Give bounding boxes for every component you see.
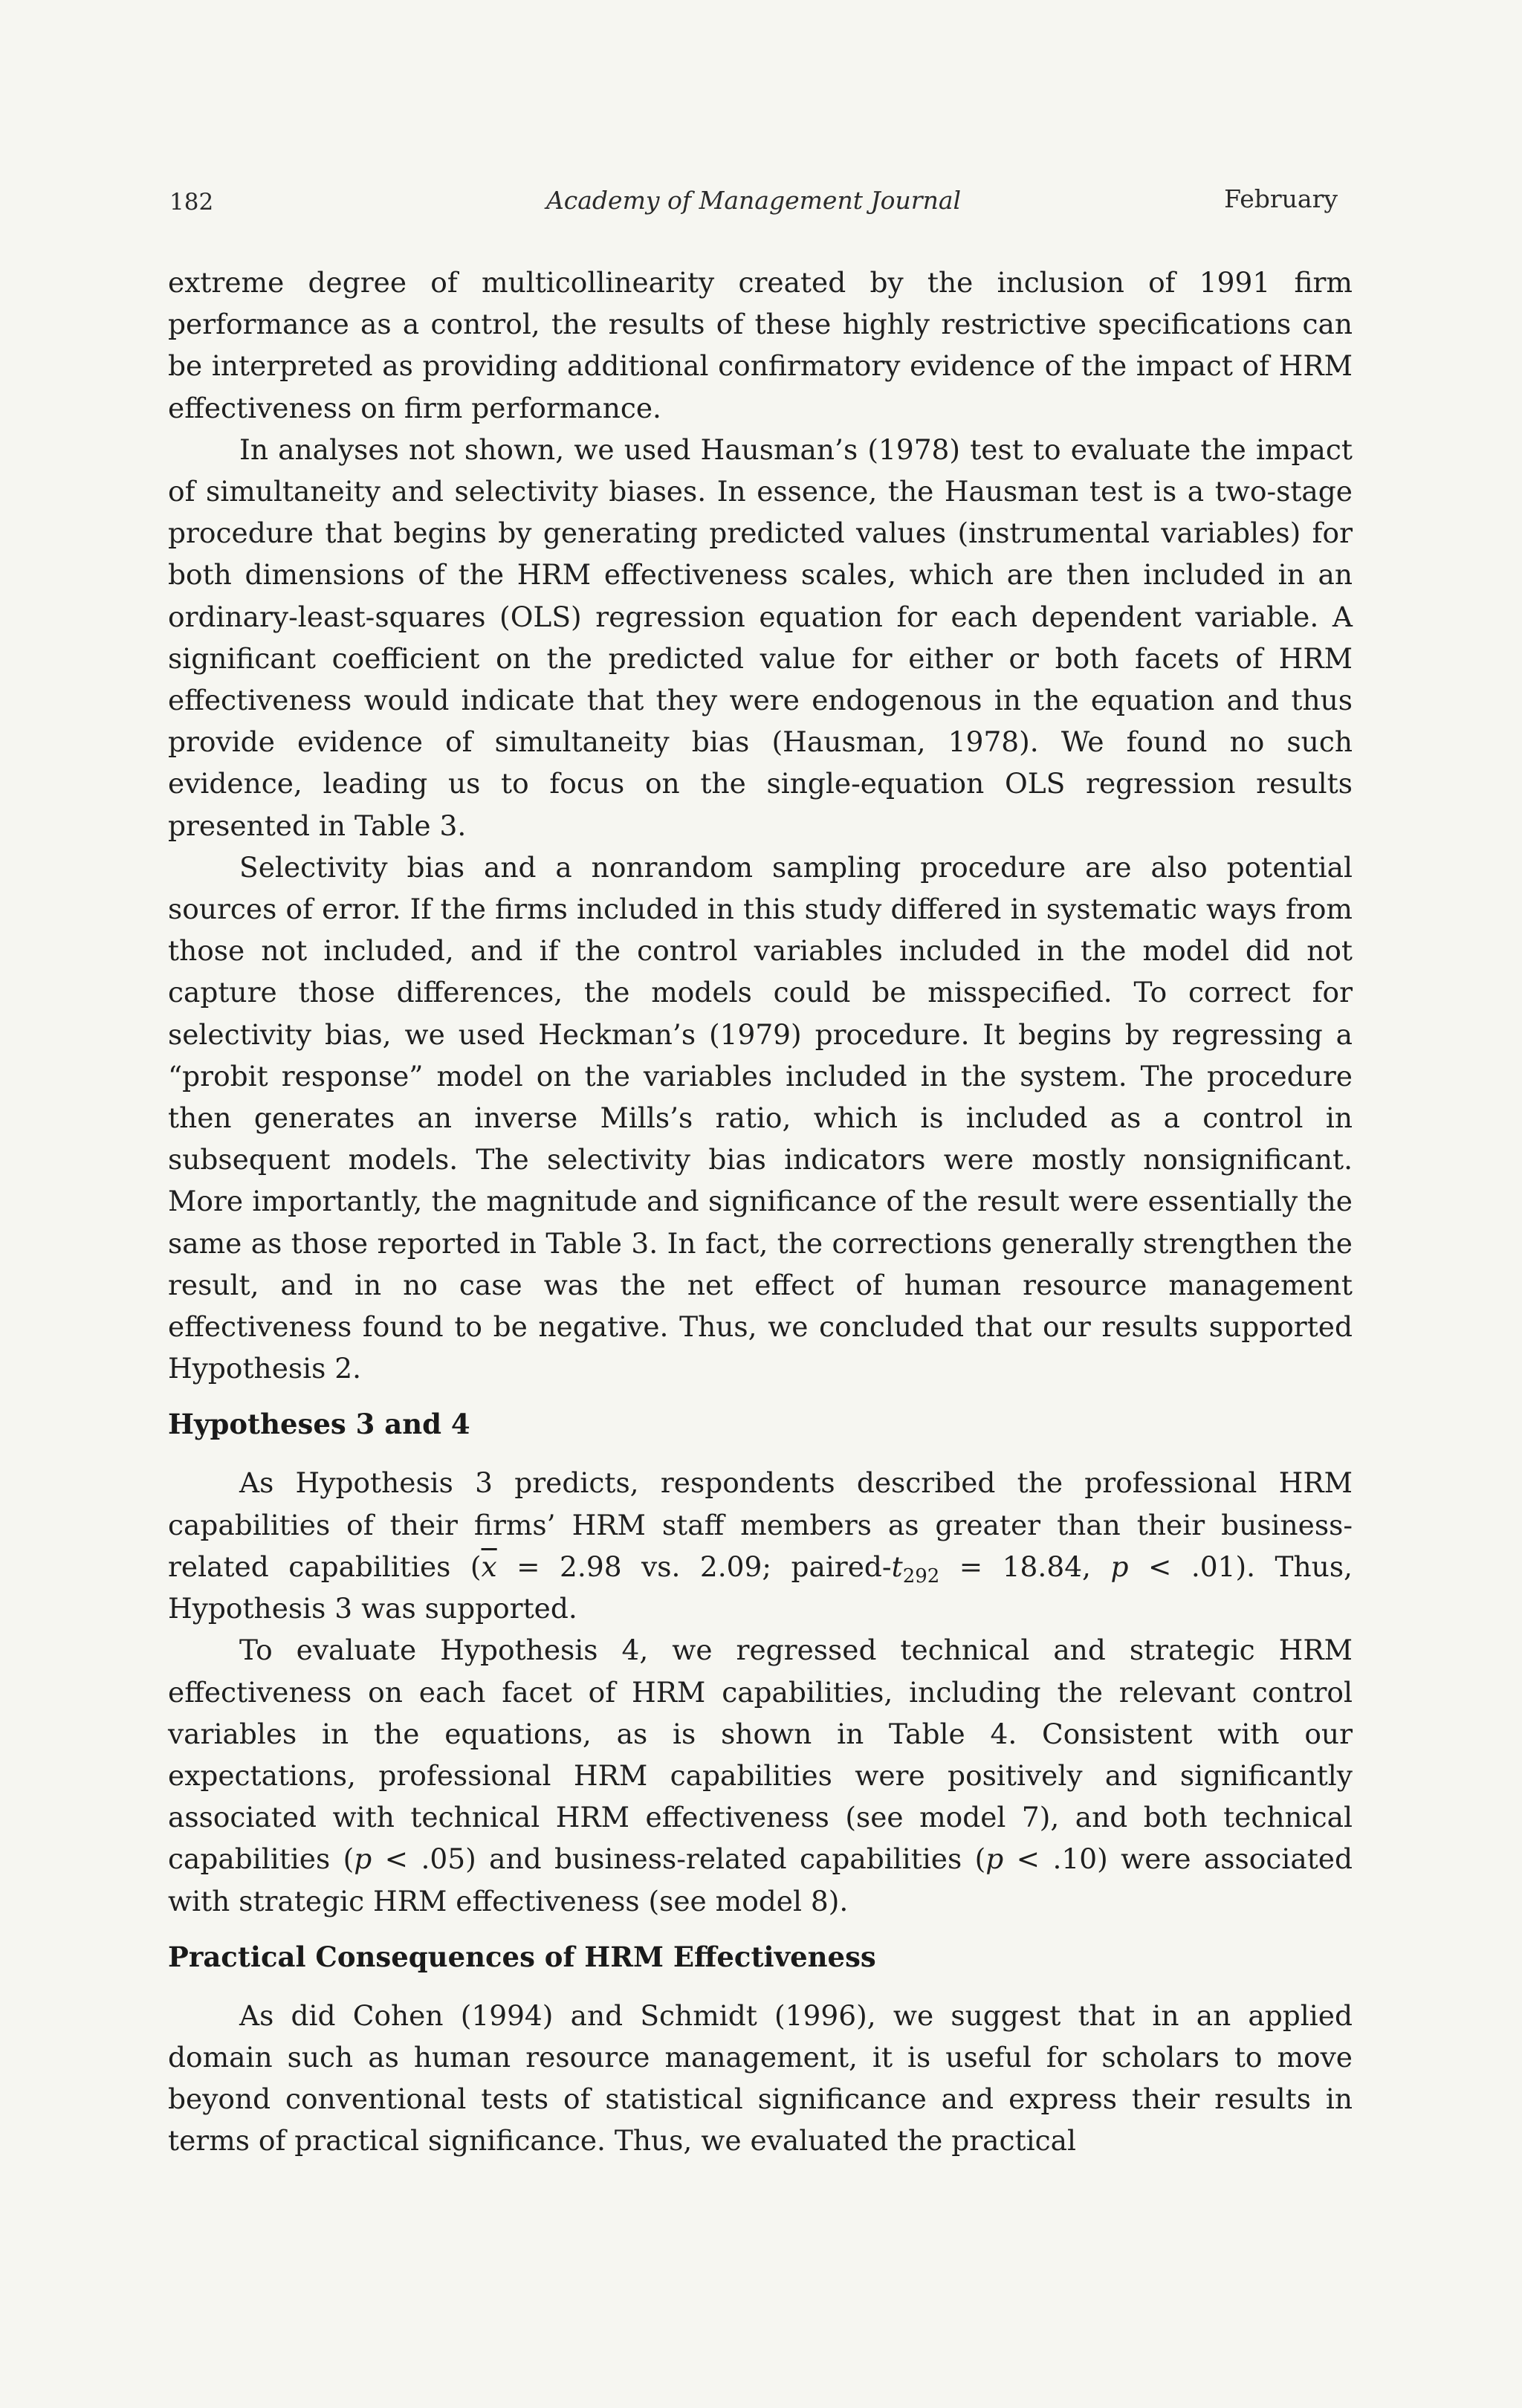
t-subscript: 292: [902, 1564, 940, 1587]
p-symbol: p: [1110, 1550, 1129, 1583]
page-number: 182: [169, 189, 214, 216]
issue-month: February: [1224, 184, 1338, 213]
paragraph-hausman: In analyses not shown, we used Hausman’s (1978) test to evaluate the impact of simultaneity and selectivity biases. In essence, the Hausman test is a two-stage procedure that begins by generating predicted values (instrumental variables) for both dimensions of the HRM effectiveness scales, which are then included in an ordinary-least-squares (OLS) regression equation for each dependent variable. A significant coefficient on the predicted value for either or both facets of HRM effectiveness would indicate that they were endogenous in the equation and thus provide evidence of simultaneity bias (Hausman, 1978). We found no such evidence, leading us to focus on the single-equation OLS regression results presented in Table 3.: [168, 433, 1353, 842]
p-symbol: p: [985, 1842, 1004, 1876]
mean-symbol: $\overline{x}$: [481, 1550, 497, 1583]
h4-text-b: < .05) and business-related capabilities (: [372, 1842, 986, 1876]
h4-text-c: < .10) were associated with strategic HRM effectiveness (see model 8).: [168, 1842, 1353, 1917]
paragraph-selectivity: Selectivity bias and a nonrandom sampling procedure are also potential sources of error. If the firms included in this study differed in systematic ways from those not included, and if the control variables included in the model did not capture those differences, the models could be misspecified. To correct for selectivity bias, we used Heckman’s (1979) procedure. It begins by regressing a “probit response” model on the variables included in the system. The procedure then generates an inverse Mills’s ratio, which is included as a control in subsequent models. The selectivity bias indicators were mostly nonsignificant. More importantly, the magnitude and significance of the result were essentially the same as those reported in Table 3. In fact, the corrections generally strengthen the result, and in no case was the net effect of human resource management effectiveness found to be negative. Thus, we concluded that our results supported Hypothesis 2.: [168, 850, 1353, 1385]
h3-text-b: = 2.98 vs. 2.09; paired-: [496, 1550, 892, 1583]
h3-text-c: = 18.84,: [939, 1550, 1111, 1583]
section-heading-practical: Practical Consequences of HRM Effectiveness: [168, 1940, 876, 1973]
journal-title: Academy of Management Journal: [545, 186, 962, 215]
section-heading-hypotheses: Hypotheses 3 and 4: [168, 1408, 470, 1441]
h3-text-a: As Hypothesis 3 predicts, respondents described the professional HRM capabilities of their firms’ HRM staff members as greater than their business-related capabilities (: [168, 1466, 1353, 1583]
paragraph-practical: As did Cohen (1994) and Schmidt (1996), we suggest that in an applied domain such as human resource management, it is useful for scholars to move beyond conventional tests of statistical significance and express their results in terms of practical significance. Thus, we evaluated the practical: [168, 1998, 1353, 2158]
p-symbol: p: [354, 1842, 372, 1876]
h4-text-a: To evaluate Hypothesis 4, we regressed technical and strategic HRM effectiveness on each facet of HRM capabilities, including the relevant control variables in the equations, as is shown in Table 4. Consistent with our expectations, professional HRM capabilities were positively and significantly associated with technical HRM effectiveness (see model 7), and both technical capabilities (: [168, 1634, 1353, 1876]
running-head: [169, 183, 1338, 224]
paragraph-hypothesis-4: [168, 1629, 1353, 1921]
paragraph-hypothesis-3: [168, 1462, 1353, 1629]
t-symbol: t: [891, 1550, 903, 1583]
body-text: [168, 262, 1353, 2162]
h3-text-d: < .01). Thus, Hypothesis 3 was supported.: [168, 1550, 1353, 1625]
paragraph-continued: extreme degree of multicollinearity created by the inclusion of 1991 firm performance as a control, the results of these highly restrictive specifications can be interpreted as providing additional confirmatory evidence of the impact of HRM effectiveness on firm performance.: [168, 266, 1353, 424]
